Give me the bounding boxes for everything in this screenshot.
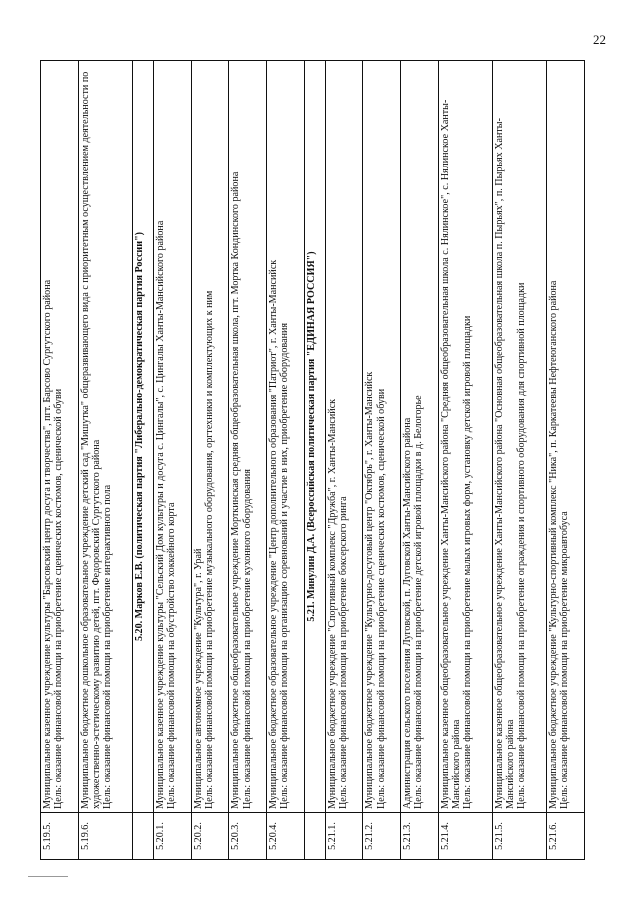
row-description bbox=[266, 61, 304, 813]
table-row bbox=[492, 61, 546, 860]
table-row bbox=[191, 61, 229, 860]
organization-name: Муниципальное бюджетное учреждение "Спортивный комплекс "Дружба", г. Ханты-Мансийск bbox=[326, 398, 338, 809]
row-description bbox=[400, 61, 438, 813]
row-description bbox=[363, 61, 401, 813]
organization-name: Администрация сельского поселения Луговской, п. Луговской Ханты-Мансийского района bbox=[401, 417, 413, 809]
purpose-text: Цель: оказание финансовой помощи на приобретение микроавтобуса bbox=[559, 511, 571, 809]
table-row bbox=[266, 61, 304, 860]
row-number: 5.20.2. bbox=[191, 813, 229, 860]
purpose-text: Цель: оказание финансовой помощи на организацию соревнований и участие в них, приобретение оборудования bbox=[279, 322, 291, 809]
row-number: 5.21.2. bbox=[363, 813, 401, 860]
purpose-text: Цель: оказание финансовой помощи на приобретение музыкального оборудования, оргтехники и комплектующих к ним bbox=[203, 290, 215, 809]
row-number: 5.21.1. bbox=[325, 813, 363, 860]
row-description bbox=[325, 61, 363, 813]
organization-name: Муниципальное бюджетное учреждение "Культурно-досуговый центр "Октябрь", г. Ханты-Мансийск bbox=[364, 371, 376, 809]
row-description bbox=[547, 61, 585, 813]
table-row bbox=[325, 61, 363, 860]
organization-name: Муниципальное бюджетное дошкольное образовательное учреждение детский сад "Мишутка" общеразвивающего вида с приоритетным осуществлением деятельности по художественно-эстетическому развитию детей, пгт. Федоровский Сургутского района bbox=[79, 71, 102, 809]
purpose-text: Цель: оказание финансовой помощи на приобретение кухонного оборудования bbox=[241, 469, 253, 809]
row-description bbox=[438, 61, 492, 813]
section-heading-row bbox=[304, 61, 325, 860]
row-number: 5.21.4. bbox=[438, 813, 492, 860]
purpose-text: Цель: оказание финансовой помощи на приобретение интерактивного пола bbox=[102, 484, 114, 809]
organization-name: Муниципальное автономное учреждение "Культура", г. Урай bbox=[192, 548, 204, 809]
row-description bbox=[229, 61, 267, 813]
document-table-body bbox=[41, 61, 585, 860]
organization-name: Муниципальное казенное общеобразовательное учреждение Ханты-Мансийского района "Средняя общеобразовательная школа с. Нялинское", с. Нялинское Ханты-Мансийского района bbox=[439, 99, 462, 809]
purpose-text: Цель: оказание финансовой помощи на приобретение боксерского ринга bbox=[337, 496, 349, 809]
purpose-text: Цель: оказание финансовой помощи на приобретение детской игровой площадки в д. Белогорье bbox=[413, 395, 425, 809]
row-number: 5.21.5. bbox=[492, 813, 546, 860]
row-number: 5.20.3. bbox=[229, 813, 267, 860]
heading-num-cell bbox=[304, 813, 325, 860]
table-row bbox=[438, 61, 492, 860]
table-row bbox=[41, 61, 79, 860]
row-number: 5.21.3. bbox=[400, 813, 438, 860]
table-row bbox=[78, 61, 132, 860]
page-number: 22 bbox=[593, 32, 606, 47]
section-heading: 5.21. Минулин Д.А. (Всероссийская политическая партия "ЕДИНАЯ РОССИЯ") bbox=[304, 61, 325, 813]
row-number: 5.20.1. bbox=[153, 813, 191, 860]
section-heading-row bbox=[132, 61, 153, 860]
row-number: 5.20.4. bbox=[266, 813, 304, 860]
purpose-text: Цель: оказание финансовой помощи на приобретение сценических костюмов, сценической обуви bbox=[375, 388, 387, 809]
row-description bbox=[191, 61, 229, 813]
section-heading: 5.20. Марков Е.В. (политическая партия "Либерально-демократическая партия России") bbox=[132, 61, 153, 813]
purpose-text: Цель: оказание финансовой помощи на обустройство хоккейного корта bbox=[166, 502, 178, 809]
rotated-table-wrapper bbox=[40, 60, 585, 860]
row-number: 5.21.6. bbox=[547, 813, 585, 860]
heading-num-cell bbox=[132, 813, 153, 860]
row-number: 5.19.5. bbox=[41, 813, 79, 860]
row-description bbox=[78, 61, 132, 813]
row-number: 5.19.6. bbox=[78, 813, 132, 860]
table-row bbox=[153, 61, 191, 860]
document-table bbox=[40, 60, 585, 860]
organization-name: Муниципальное бюджетное образовательное учреждение "Центр дополнительного образования "Патриот", г. Ханты-Мансийск bbox=[267, 259, 279, 809]
table-row bbox=[547, 61, 585, 860]
row-description bbox=[41, 61, 79, 813]
row-description bbox=[153, 61, 191, 813]
organization-name: Муниципальное бюджетное общеобразовательное учреждение Морткинская средняя общеобразовательная школа, пгт. Мортка Кондинского района bbox=[230, 171, 242, 809]
purpose-text: Цель: оказание финансовой помощи на приобретение сценических костюмов, сценической обуви bbox=[53, 388, 65, 809]
organization-name: Муниципальное казенное общеобразовательное учреждение Ханты-Мансийского района "Основная общеобразовательная школа п. Пырьях", п. Пырьях Ханты-Мансийского района bbox=[493, 118, 517, 809]
organization-name: Муниципальное бюджетное учреждение "Культурно-спортивный комплекс "Ника", п. Каркатеевы Нефтеюганского района bbox=[548, 280, 560, 809]
organization-name: Муниципальное казенное учреждение культуры "Сельский Дом культуры и досуга с. Цингалы", с. Цингалы Ханты-Мансийского района bbox=[154, 220, 166, 809]
purpose-text: Цель: оказание финансовой помощи на приобретение ограждения и спортивного оборудования для спортивной площадки bbox=[516, 282, 528, 809]
table-row bbox=[400, 61, 438, 860]
table-row bbox=[229, 61, 267, 860]
footer-mark bbox=[28, 876, 68, 877]
organization-name: Муниципальное казенное учреждение культуры "Барсовский центр досуга и творчества", пгт. Барсово Сургутского района bbox=[42, 279, 53, 809]
table-row bbox=[363, 61, 401, 860]
purpose-text: Цель: оказание финансовой помощи на приобретение малых игровых форм, установку детской игровой площадки bbox=[462, 315, 474, 809]
row-description bbox=[492, 61, 546, 813]
